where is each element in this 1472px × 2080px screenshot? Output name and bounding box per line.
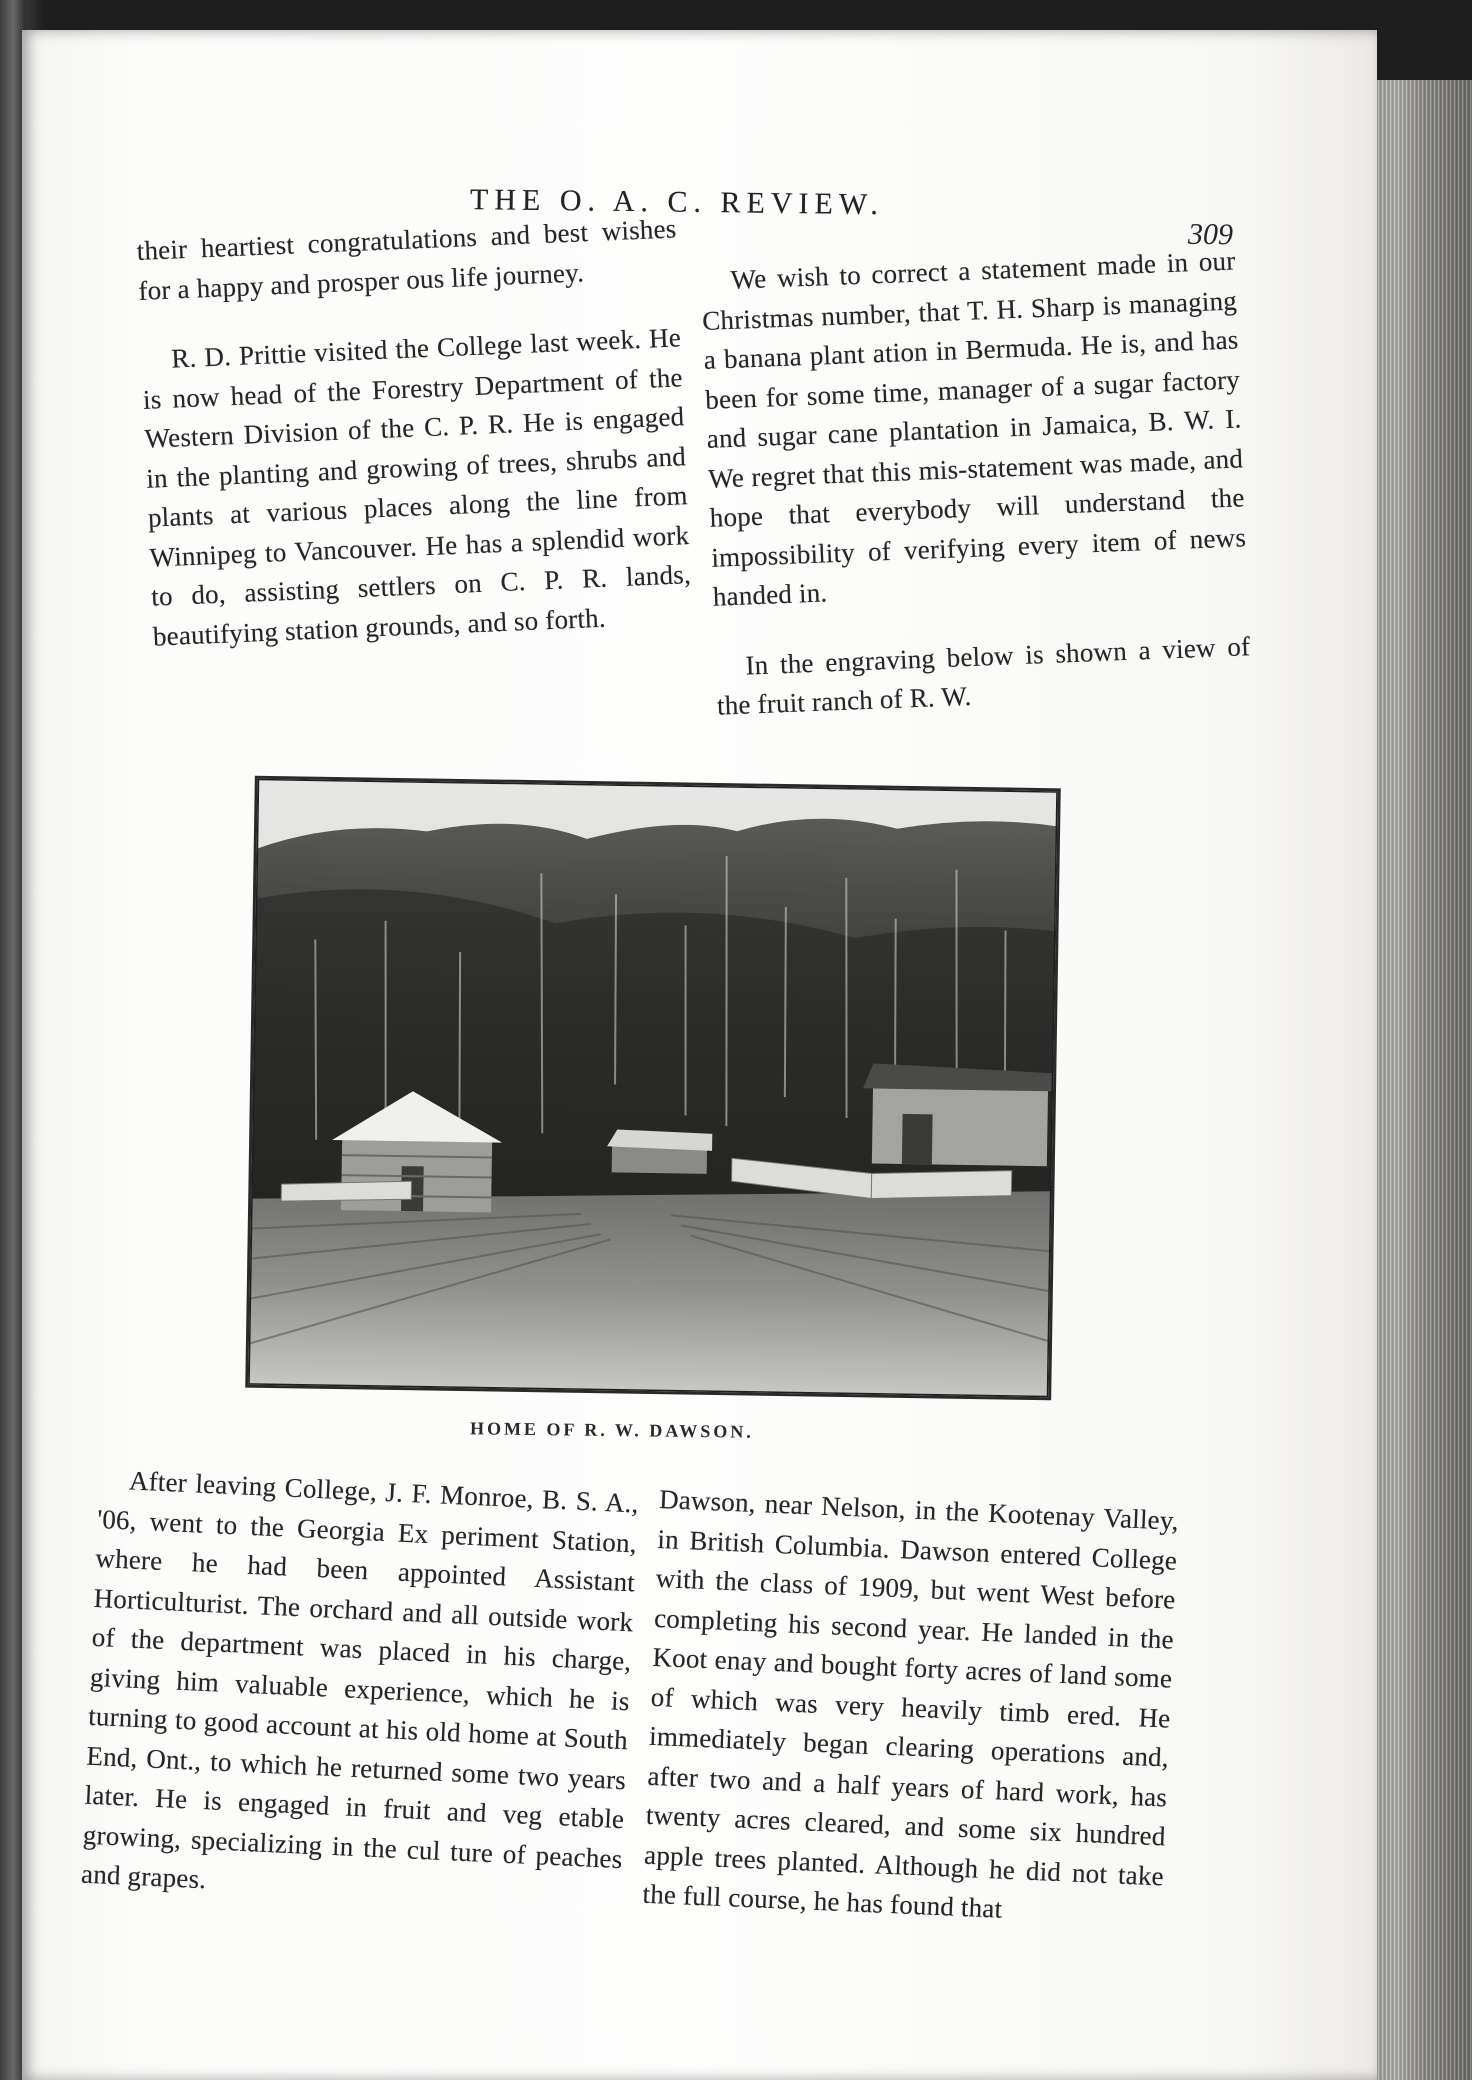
column-top-left [136, 209, 693, 656]
photo-shed-middle [607, 1129, 713, 1174]
column-bottom-right [642, 1480, 1180, 1936]
running-title: THE O. A. C. REVIEW. [469, 183, 885, 222]
paragraph-engraving-intro: In the engraving below is shown a view of the fruit ranch of R. W. [716, 630, 1251, 721]
page-number: 309 [1187, 217, 1234, 252]
figure-caption: HOME OF R. W. DAWSON. [469, 1418, 754, 1442]
photo-barn-right [862, 1063, 1054, 1166]
paragraph-correction: We wish to correct a statement made in our Christmas number, that T. H. Sharp is managing a banana plant ation in Bermuda. He is, and has been for some time, manager of a sugar factory and sugar cane plantation in Jamaica, B. W. I. We regret that this mis-statement was made, and hope that everybody will understand the impossibility of verifying every item of news handed in. [701, 245, 1247, 612]
column-bottom-left [80, 1460, 639, 1919]
book-page-edges [1362, 80, 1472, 2080]
ranch-photo-illustration [248, 779, 1057, 1397]
paragraph-monroe: After leaving College, J. F. Monroe, B. S. A., '06, went to the Georgia Ex periment Station, where he had been appointed Assistant Horticulturist. The orchard and all outside work of the department was placed in his charge, giving him valuable experience, which he is turning to good account at his old home at South End, Ont., to which he returned some two years later. He is engaged in fruit and veg etable growing, specializing in the cul ture of peaches and grapes. [80, 1465, 640, 1895]
column-top-right [700, 241, 1252, 726]
photo-field [248, 1179, 1051, 1398]
paragraph-dawson: Dawson, near Nelson, in the Kootenay Valley, in British Columbia. Dawson entered College with the class of 1909, but went West before completing his second year. He landed in the Koot enay and bought forty acres of land some of which was very heavily timb ered. He immediately began clearing operations and, after two and a half years of hard work, has twenty acres cleared, and some six hundred apple trees planted. Although he did not take the full course, he has found that [642, 1483, 1180, 1924]
paragraph-congratulations: their heartiest congratulations and best wishes for a happy and prosper ous life journey. [136, 213, 677, 306]
photograph-dawson-ranch [245, 776, 1061, 1401]
paragraph-prittie: R. D. Prittie visited the College last week. He is now head of the Forestry Department of the Western Division of the C. P. R. He is engaged in the planting and growing of trees, shrubs and plants at various places along the line from Winnipeg to Vancouver. He has a splendid work to do, assisting settlers on C. P. R. lands, beautifying station grounds, and so forth. [142, 322, 692, 652]
